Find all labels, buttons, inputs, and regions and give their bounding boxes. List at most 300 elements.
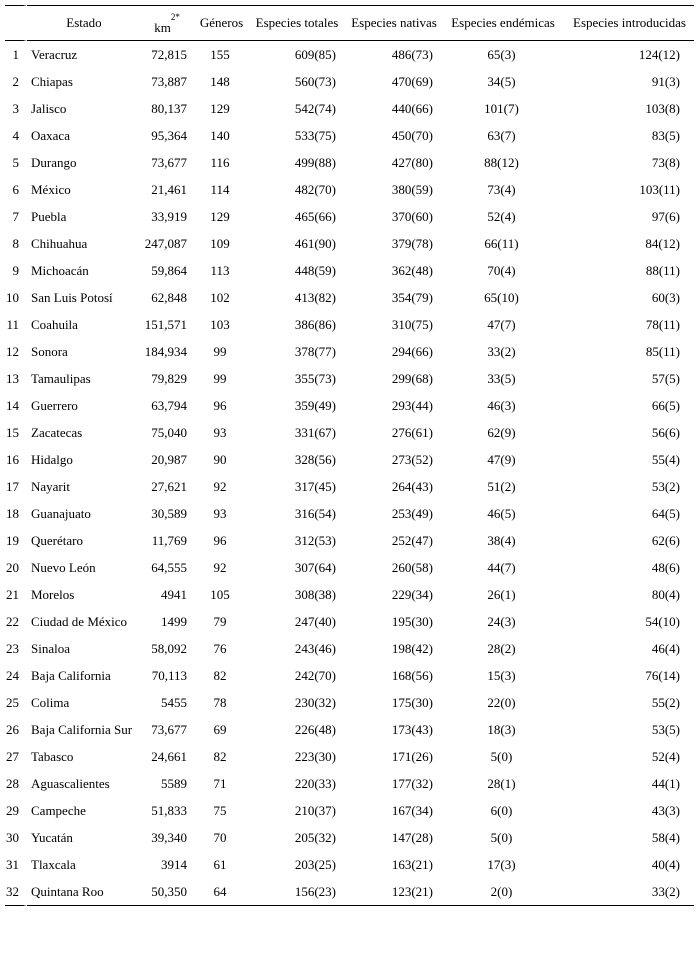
cell-especies-totales: 499(88) [294, 154, 336, 170]
cell-especies-nativas: 260(58) [391, 559, 433, 575]
row-index: 25 [5, 689, 27, 716]
cell-especies-nativas: 195(30) [391, 613, 433, 629]
cell-km2: 73,677 [151, 154, 187, 170]
cell-especies-totales: 448(59) [294, 262, 336, 278]
row-index: 20 [5, 554, 27, 581]
cell-especies-nativas: 310(75) [391, 316, 433, 332]
header-generos: Géneros [193, 5, 247, 41]
cell-especies-totales: 609(85) [294, 46, 336, 62]
cell-especies-introducidas: 85(11) [645, 343, 680, 359]
table-row [5, 446, 694, 473]
cell-especies-endemicas: 34(5) [487, 73, 516, 89]
cell-generos: 82 [213, 748, 227, 764]
header-km2 [138, 5, 193, 41]
cell-generos: 71 [213, 775, 227, 791]
cell-especies-endemicas: 44(7) [487, 559, 516, 575]
cell-estado: Tlaxcala [31, 856, 76, 872]
cell-especies-endemicas: 6(0) [490, 802, 513, 818]
cell-estado: Nayarit [31, 478, 70, 494]
cell-estado: Yucatán [31, 829, 73, 845]
cell-generos: 61 [213, 856, 227, 872]
cell-especies-nativas: 362(48) [391, 262, 433, 278]
cell-especies-endemicas: 65(10) [484, 289, 519, 305]
cell-especies-introducidas: 33(2) [562, 878, 694, 906]
table-row [5, 176, 694, 203]
cell-especies-totales: 243(46) [294, 640, 336, 656]
cell-especies-totales: 461(90) [294, 235, 336, 251]
cell-km2: 72,815 [151, 46, 187, 62]
cell-especies-endemicas: 47(7) [487, 316, 516, 332]
cell-especies-endemicas: 38(4) [487, 532, 516, 548]
cell-especies-endemicas: 88(12) [484, 154, 519, 170]
cell-generos: 113 [210, 262, 230, 278]
cell-especies-introducidas: 103(8) [645, 100, 680, 116]
cell-especies-introducidas: 124(12) [638, 46, 680, 62]
cell-km2: 33,919 [151, 208, 187, 224]
table-row [5, 608, 694, 635]
cell-km2: 11,769 [151, 532, 187, 548]
row-index: 23 [5, 635, 27, 662]
table-row [5, 824, 694, 851]
row-index: 3 [5, 95, 27, 122]
row-index: 7 [5, 203, 27, 230]
table-row [5, 662, 694, 689]
cell-especies-nativas: 273(52) [391, 451, 433, 467]
cell-generos: 75 [213, 802, 227, 818]
cell-especies-introducidas: 78(11) [645, 316, 680, 332]
cell-especies-introducidas: 83(5) [651, 127, 680, 143]
table-row [5, 797, 694, 824]
cell-especies-totales: 223(30) [294, 748, 336, 764]
cell-especies-endemicas: 73(4) [487, 181, 516, 197]
cell-km2: 95,364 [151, 127, 187, 143]
header-km-superscript: 2* [170, 12, 180, 23]
cell-km2: 80,137 [151, 100, 187, 116]
cell-especies-totales: 413(82) [294, 289, 336, 305]
row-index: 24 [5, 662, 27, 689]
header-especies-endemicas: Especies endémicas [441, 5, 562, 41]
cell-especies-endemicas: 28(1) [487, 775, 516, 791]
cell-estado: Baja California [31, 667, 111, 683]
row-index: 5 [5, 149, 27, 176]
cell-especies-totales: 355(73) [294, 370, 336, 386]
cell-especies-introducidas: 73(8) [651, 154, 680, 170]
cell-especies-totales: 226(48) [294, 721, 336, 737]
cell-especies-introducidas: 56(6) [651, 424, 680, 440]
table-row [5, 851, 694, 878]
cell-especies-nativas: 175(30) [391, 694, 433, 710]
cell-especies-endemicas: 33(5) [487, 370, 516, 386]
row-index: 4 [5, 122, 27, 149]
row-index: 22 [5, 608, 27, 635]
cell-km2: 20,987 [151, 451, 187, 467]
header-estado: Estado [27, 5, 138, 41]
cell-especies-nativas: 354(79) [391, 289, 433, 305]
cell-generos: 93 [213, 505, 227, 521]
row-index: 8 [5, 230, 27, 257]
cell-especies-nativas: 198(42) [391, 640, 433, 656]
cell-especies-introducidas: 103(11) [639, 181, 680, 197]
cell-km2: 5589 [161, 775, 187, 791]
cell-especies-nativas: 276(61) [391, 424, 433, 440]
cell-especies-introducidas: 53(5) [651, 721, 680, 737]
row-index: 26 [5, 716, 27, 743]
cell-especies-introducidas: 48(6) [651, 559, 680, 575]
cell-km2: 184,934 [144, 343, 187, 359]
cell-especies-endemicas: 62(9) [487, 424, 516, 440]
cell-estado: Zacatecas [31, 424, 83, 440]
cell-generos: 114 [210, 181, 230, 197]
cell-especies-endemicas: 2(0) [441, 878, 562, 906]
table-row [5, 770, 694, 797]
cell-km2: 27,621 [151, 478, 187, 494]
cell-especies-nativas: 299(68) [391, 370, 433, 386]
row-index: 10 [5, 284, 27, 311]
cell-estado: Hidalgo [31, 451, 73, 467]
cell-especies-nativas: 171(26) [391, 748, 433, 764]
table-header [5, 5, 694, 41]
header-especies-introducidas: Especies introducidas [562, 5, 694, 41]
row-index: 12 [5, 338, 27, 365]
cell-estado: Quintana Roo [27, 878, 138, 906]
cell-especies-totales: 156(23) [247, 878, 344, 906]
cell-km2: 59,864 [151, 262, 187, 278]
row-index: 18 [5, 500, 27, 527]
cell-km2: 63,794 [151, 397, 187, 413]
cell-km2: 79,829 [151, 370, 187, 386]
cell-especies-introducidas: 62(6) [651, 532, 680, 548]
cell-km2: 64,555 [151, 559, 187, 575]
cell-especies-totales: 220(33) [294, 775, 336, 791]
cell-estado: Chihuahua [31, 235, 88, 251]
cell-especies-nativas: 370(60) [391, 208, 433, 224]
cell-generos: 82 [213, 667, 227, 683]
cell-estado: Michoacán [31, 262, 89, 278]
cell-especies-totales: 316(54) [294, 505, 336, 521]
row-index: 30 [5, 824, 27, 851]
cell-generos: 92 [213, 478, 227, 494]
cell-especies-nativas: 294(66) [391, 343, 433, 359]
table-body [5, 41, 694, 906]
cell-generos: 102 [210, 289, 230, 305]
cell-generos: 69 [213, 721, 227, 737]
cell-especies-introducidas: 55(4) [651, 451, 680, 467]
cell-generos: 78 [213, 694, 227, 710]
cell-generos: 76 [213, 640, 227, 656]
cell-especies-totales: 560(73) [294, 73, 336, 89]
cell-especies-totales: 308(38) [294, 586, 336, 602]
cell-especies-introducidas: 97(6) [651, 208, 680, 224]
cell-estado: Guanajuato [31, 505, 91, 521]
cell-especies-nativas: 293(44) [391, 397, 433, 413]
cell-generos: 140 [210, 127, 230, 143]
cell-km2: 30,589 [151, 505, 187, 521]
table-row [5, 95, 694, 122]
cell-km2: 39,340 [151, 829, 187, 845]
cell-especies-endemicas: 65(3) [487, 46, 516, 62]
cell-estado: Aguascalientes [31, 775, 110, 791]
cell-especies-endemicas: 5(0) [490, 748, 513, 764]
cell-especies-endemicas: 101(7) [484, 100, 519, 116]
cell-generos: 96 [213, 397, 227, 413]
cell-estado: Chiapas [31, 73, 73, 89]
cell-estado: Guerrero [31, 397, 78, 413]
cell-especies-nativas: 163(21) [391, 856, 433, 872]
cell-estado: Nuevo León [31, 559, 96, 575]
cell-estado: Colima [31, 694, 70, 710]
table-row [5, 419, 694, 446]
cell-especies-introducidas: 54(10) [645, 613, 680, 629]
cell-especies-totales: 359(49) [294, 397, 336, 413]
cell-km2: 50,350 [138, 878, 193, 906]
cell-especies-endemicas: 46(5) [487, 505, 516, 521]
row-index: 27 [5, 743, 27, 770]
header-especies-nativas: Especies nativas [344, 5, 441, 41]
cell-km2: 24,661 [151, 748, 187, 764]
cell-especies-introducidas: 76(14) [645, 667, 680, 683]
table-row [5, 230, 694, 257]
row-index: 28 [5, 770, 27, 797]
cell-especies-introducidas: 52(4) [651, 748, 680, 764]
cell-especies-endemicas: 22(0) [487, 694, 516, 710]
cell-especies-introducidas: 84(12) [645, 235, 680, 251]
cell-especies-endemicas: 66(11) [484, 235, 519, 251]
cell-especies-nativas: 252(47) [391, 532, 433, 548]
cell-especies-nativas: 173(43) [391, 721, 433, 737]
cell-especies-introducidas: 46(4) [651, 640, 680, 656]
cell-generos: 105 [210, 586, 230, 602]
cell-especies-totales: 533(75) [294, 127, 336, 143]
table-row [5, 365, 694, 392]
cell-especies-totales: 542(74) [294, 100, 336, 116]
cell-especies-totales: 378(77) [294, 343, 336, 359]
cell-especies-introducidas: 88(11) [645, 262, 680, 278]
table-row [5, 68, 694, 95]
cell-generos: 129 [210, 208, 230, 224]
cell-generos: 93 [213, 424, 227, 440]
table-row [5, 527, 694, 554]
cell-especies-totales: 242(70) [294, 667, 336, 683]
cell-especies-endemicas: 51(2) [487, 478, 516, 494]
cell-especies-endemicas: 26(1) [487, 586, 516, 602]
cell-estado: Veracruz [31, 46, 78, 62]
cell-estado: Tamaulipas [31, 370, 91, 386]
cell-especies-endemicas: 33(2) [487, 343, 516, 359]
cell-especies-nativas: 168(56) [391, 667, 433, 683]
cell-especies-endemicas: 17(3) [487, 856, 516, 872]
cell-especies-totales: 482(70) [294, 181, 336, 197]
row-index: 6 [5, 176, 27, 203]
cell-generos: 109 [210, 235, 230, 251]
cell-estado: Coahuila [31, 316, 78, 332]
cell-estado: Jalisco [31, 100, 67, 116]
cell-especies-endemicas: 63(7) [487, 127, 516, 143]
cell-estado: Tabasco [31, 748, 74, 764]
table-row [5, 581, 694, 608]
header-index [5, 5, 27, 41]
cell-especies-nativas: 470(69) [391, 73, 433, 89]
cell-especies-totales: 328(56) [294, 451, 336, 467]
row-index: 14 [5, 392, 27, 419]
cell-especies-nativas: 379(78) [391, 235, 433, 251]
table-row [5, 878, 694, 906]
cell-especies-endemicas: 52(4) [487, 208, 516, 224]
cell-estado: Campeche [31, 802, 86, 818]
cell-km2: 75,040 [151, 424, 187, 440]
table-row [5, 122, 694, 149]
table-row [5, 635, 694, 662]
cell-generos: 99 [213, 343, 227, 359]
cell-km2: 151,571 [144, 316, 187, 332]
cell-especies-introducidas: 64(5) [651, 505, 680, 521]
table-row [5, 716, 694, 743]
cell-especies-introducidas: 91(3) [651, 73, 680, 89]
cell-km2: 247,087 [144, 235, 187, 251]
cell-estado: Sinaloa [31, 640, 70, 656]
row-index: 1 [5, 41, 27, 68]
cell-especies-nativas: 167(34) [391, 802, 433, 818]
cell-km2: 4941 [161, 586, 187, 602]
cell-especies-introducidas: 66(5) [651, 397, 680, 413]
table-row [5, 500, 694, 527]
row-index: 16 [5, 446, 27, 473]
row-index: 29 [5, 797, 27, 824]
cell-generos: 96 [213, 532, 227, 548]
row-index: 11 [5, 311, 27, 338]
cell-especies-totales: 307(64) [294, 559, 336, 575]
table-row [5, 338, 694, 365]
cell-especies-totales: 331(67) [294, 424, 336, 440]
cell-especies-endemicas: 28(2) [487, 640, 516, 656]
row-index: 9 [5, 257, 27, 284]
cell-especies-endemicas: 46(3) [487, 397, 516, 413]
table-row [5, 203, 694, 230]
cell-especies-endemicas: 5(0) [490, 829, 513, 845]
cell-km2: 5455 [161, 694, 187, 710]
cell-especies-introducidas: 58(4) [651, 829, 680, 845]
cell-generos: 148 [210, 73, 230, 89]
cell-especies-nativas: 440(66) [391, 100, 433, 116]
cell-generos: 90 [213, 451, 227, 467]
header-especies-totales: Especies totales [247, 5, 344, 41]
cell-estado: Puebla [31, 208, 67, 224]
table-row [5, 149, 694, 176]
cell-especies-nativas: 486(73) [391, 46, 433, 62]
cell-generos: 99 [213, 370, 227, 386]
cell-especies-totales: 210(37) [294, 802, 336, 818]
cell-estado: Morelos [31, 586, 75, 602]
cell-especies-introducidas: 55(2) [651, 694, 680, 710]
cell-especies-introducidas: 57(5) [651, 370, 680, 386]
cell-especies-totales: 247(40) [294, 613, 336, 629]
cell-generos: 64 [193, 878, 247, 906]
table-row [5, 311, 694, 338]
cell-generos: 155 [210, 46, 230, 62]
cell-generos: 103 [210, 316, 230, 332]
cell-km2: 73,887 [151, 73, 187, 89]
cell-estado: Baja California Sur [31, 721, 133, 737]
cell-especies-totales: 312(53) [294, 532, 336, 548]
row-index: 13 [5, 365, 27, 392]
cell-especies-totales: 203(25) [294, 856, 336, 872]
cell-especies-introducidas: 53(2) [651, 478, 680, 494]
cell-km2: 21,461 [151, 181, 187, 197]
row-index: 32 [5, 878, 27, 906]
cell-especies-totales: 317(45) [294, 478, 336, 494]
cell-especies-introducidas: 43(3) [651, 802, 680, 818]
header-km-label: km [154, 19, 171, 35]
table-row [5, 41, 694, 68]
cell-especies-introducidas: 60(3) [651, 289, 680, 305]
row-index: 21 [5, 581, 27, 608]
table-row [5, 284, 694, 311]
cell-especies-nativas: 253(49) [391, 505, 433, 521]
cell-estado: Durango [31, 154, 77, 170]
cell-generos: 129 [210, 100, 230, 116]
cell-km2: 70,113 [151, 667, 187, 683]
cell-especies-totales: 230(32) [294, 694, 336, 710]
cell-estado: Sonora [31, 343, 68, 359]
cell-especies-nativas: 229(34) [391, 586, 433, 602]
cell-especies-nativas: 123(21) [344, 878, 441, 906]
cell-especies-nativas: 427(80) [391, 154, 433, 170]
cell-km2: 51,833 [151, 802, 187, 818]
cell-especies-introducidas: 40(4) [651, 856, 680, 872]
cell-generos: 116 [210, 154, 230, 170]
cell-especies-totales: 205(32) [294, 829, 336, 845]
table-row [5, 554, 694, 581]
cell-estado: Oaxaca [31, 127, 70, 143]
cell-estado: San Luis Potosí [31, 289, 113, 305]
cell-estado: Querétaro [31, 532, 83, 548]
cell-especies-introducidas: 44(1) [651, 775, 680, 791]
cell-especies-endemicas: 24(3) [487, 613, 516, 629]
cell-generos: 79 [213, 613, 227, 629]
cell-generos: 70 [213, 829, 227, 845]
cell-especies-endemicas: 70(4) [487, 262, 516, 278]
table-row [5, 392, 694, 419]
row-index: 31 [5, 851, 27, 878]
row-index: 15 [5, 419, 27, 446]
table-row [5, 689, 694, 716]
cell-km2: 3914 [161, 856, 187, 872]
cell-especies-nativas: 380(59) [391, 181, 433, 197]
cell-generos: 92 [213, 559, 227, 575]
cell-especies-endemicas: 47(9) [487, 451, 516, 467]
cell-km2: 73,677 [151, 721, 187, 737]
table-row [5, 743, 694, 770]
cell-estado: Ciudad de México [31, 613, 128, 629]
cell-km2: 58,092 [151, 640, 187, 656]
cell-especies-endemicas: 18(3) [487, 721, 516, 737]
species-by-state-table [5, 5, 694, 906]
cell-km2: 62,848 [151, 289, 187, 305]
cell-especies-nativas: 264(43) [391, 478, 433, 494]
cell-especies-nativas: 147(28) [391, 829, 433, 845]
cell-estado: México [31, 181, 71, 197]
cell-especies-totales: 465(66) [294, 208, 336, 224]
cell-especies-endemicas: 15(3) [487, 667, 516, 683]
cell-km2: 1499 [161, 613, 187, 629]
table-row [5, 473, 694, 500]
row-index: 2 [5, 68, 27, 95]
cell-especies-totales: 386(86) [294, 316, 336, 332]
cell-especies-nativas: 177(32) [391, 775, 433, 791]
cell-especies-nativas: 450(70) [391, 127, 433, 143]
cell-especies-introducidas: 80(4) [651, 586, 680, 602]
row-index: 19 [5, 527, 27, 554]
table-row [5, 257, 694, 284]
